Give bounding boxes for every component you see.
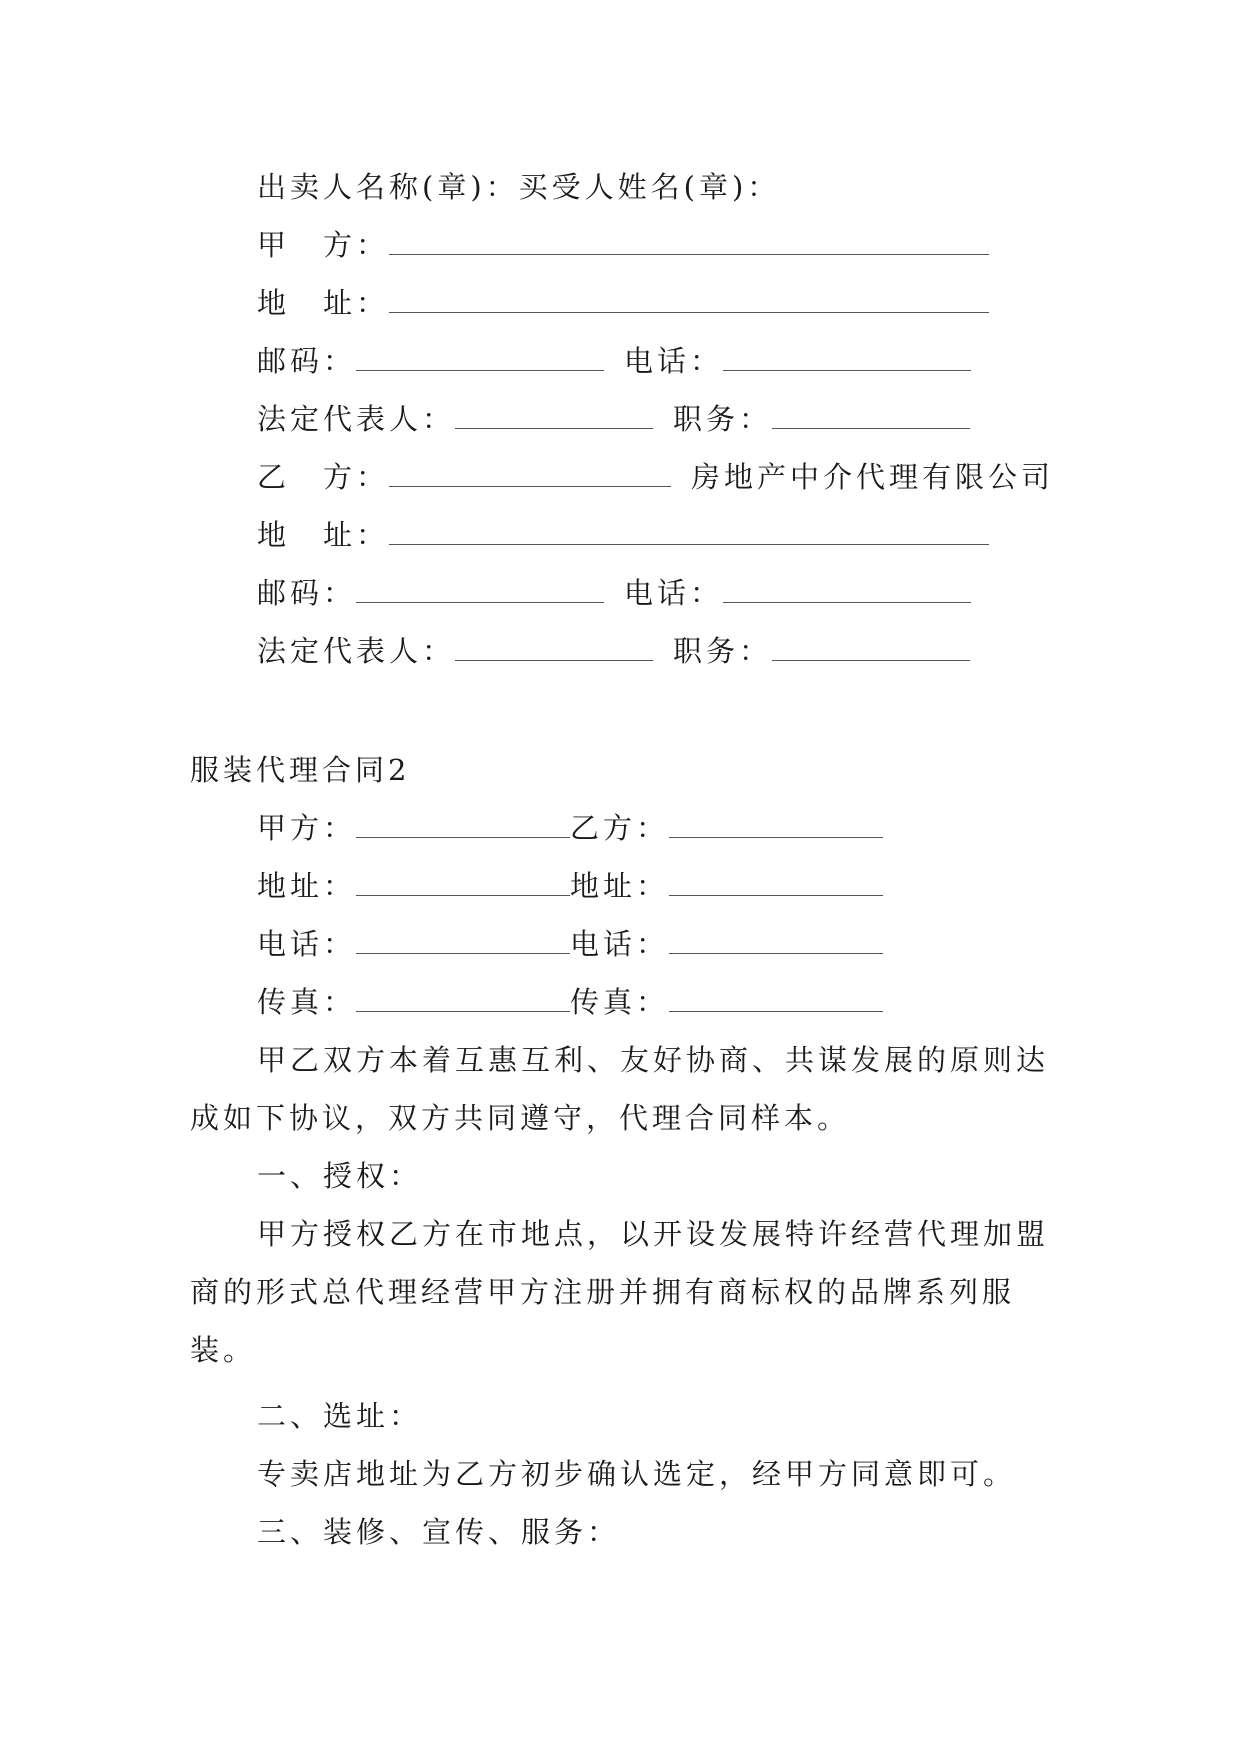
party-a-blank[interactable] (389, 232, 989, 255)
contract2-row-2-left-label: 地址： (257, 869, 357, 903)
party-a-postcode-label: 邮码： (257, 344, 357, 378)
contract2-row-4 (257, 982, 883, 1022)
contract2-row-2-left-blank[interactable] (356, 873, 570, 896)
contract2-row-3-left-blank[interactable] (356, 931, 570, 954)
contract2-row-3-right-label: 电话： (570, 927, 670, 961)
party-a-label: 甲 方： (257, 228, 390, 262)
contract2-row-4-right-label: 传真： (570, 985, 670, 1019)
contract2-row-1-left-blank[interactable] (356, 815, 570, 838)
party-a-phone-label: 电话： (624, 344, 724, 378)
section-1-line-3: 装。 (190, 1333, 257, 1367)
party-b-phone-blank[interactable] (723, 580, 971, 603)
section-1-line-2: 商的形式总代理经营甲方注册并拥有商标权的品牌系列服 (190, 1275, 1016, 1309)
intro-line-1: 甲乙双方本着互惠互利、友好协商、共谋发展的原则达 (257, 1043, 1050, 1077)
contract2-row-2 (257, 866, 883, 906)
party-a-position-label: 职务： (673, 402, 773, 436)
contract2-row-1 (257, 808, 883, 848)
party-b-address-blank[interactable] (389, 522, 989, 545)
contract2-row-4-left-label: 传真： (257, 985, 357, 1019)
party-b-postcode-label: 邮码： (257, 576, 357, 610)
party-b-position-label: 职务： (673, 634, 773, 668)
contract2-row-1-right-label: 乙方： (570, 811, 670, 845)
party-a-address-row (257, 283, 989, 323)
party-b-legal-rep-label: 法定代表人： (257, 634, 456, 668)
party-b-address-row (257, 515, 989, 555)
party-b-legal-rep-blank[interactable] (455, 638, 653, 661)
party-b-rep-row (257, 631, 970, 671)
contract2-row-3-right-blank[interactable] (669, 931, 883, 954)
section-3-heading: 三、装修、宣传、服务： (257, 1515, 621, 1549)
party-b-address-label: 地 址： (257, 518, 390, 552)
party-a-legal-rep-blank[interactable] (455, 406, 653, 429)
contract2-row-4-right-blank[interactable] (669, 989, 883, 1012)
party-a-phone-blank[interactable] (723, 348, 971, 371)
seller-buyer-line: 出卖人名称(章)：买受人姓名(章)： (257, 170, 781, 204)
party-b-row (257, 457, 1054, 497)
party-a-row (257, 225, 989, 265)
contract2-row-4-left-blank[interactable] (356, 989, 570, 1012)
party-a-contact-row (257, 341, 971, 381)
party-b-phone-label: 电话： (624, 576, 724, 610)
section-1-heading: 一、授权： (257, 1159, 423, 1193)
party-b-contact-row (257, 573, 971, 613)
contract2-row-1-right-blank[interactable] (669, 815, 883, 838)
party-b-blank[interactable] (389, 464, 671, 487)
intro-line-2: 成如下协议，双方共同遵守，代理合同样本。 (190, 1101, 851, 1135)
party-a-address-blank[interactable] (389, 290, 989, 313)
section-2-line-1: 专卖店地址为乙方初步确认选定，经甲方同意即可。 (257, 1457, 1017, 1491)
contract2-row-2-right-label: 地址： (570, 869, 670, 903)
party-a-address-label: 地 址： (257, 286, 390, 320)
party-a-postcode-blank[interactable] (356, 348, 604, 371)
contract2-row-2-right-blank[interactable] (669, 873, 883, 896)
contract2-row-3 (257, 924, 883, 964)
contract2-title: 服装代理合同2 (190, 753, 411, 787)
party-a-rep-row (257, 399, 970, 439)
party-a-position-blank[interactable] (772, 406, 970, 429)
contract2-row-1-left-label: 甲方： (257, 811, 357, 845)
contract2-row-3-left-label: 电话： (257, 927, 357, 961)
section-1-line-1: 甲方授权乙方在市地点，以开设发展特许经营代理加盟 (257, 1217, 1050, 1251)
party-b-label: 乙 方： (257, 460, 390, 494)
party-b-company: 房地产中介代理有限公司 (691, 460, 1055, 494)
party-b-position-blank[interactable] (772, 638, 970, 661)
section-2-heading: 二、选址： (257, 1399, 423, 1433)
party-b-postcode-blank[interactable] (356, 580, 604, 603)
party-a-legal-rep-label: 法定代表人： (257, 402, 456, 436)
